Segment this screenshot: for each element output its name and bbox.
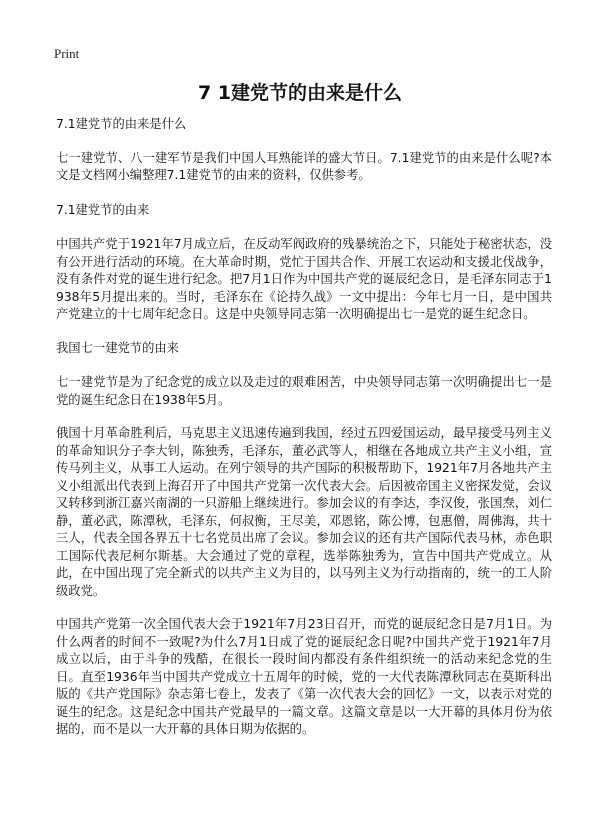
paragraph: 俄国十月革命胜利后，马克思主义迅速传遍到我国，经过五四爱国运动，最早接受马列主义的革命知识分子李大钊，陈独秀，毛泽东，董必武等人，相继在各地成立共产主义小组，宣传马列主义，从事工人运动。在列宁领导的共产国际的积极帮助下，1921年7月各地共产主义小组派出代表到上海召开了中国共产党第一次代表大会。后因被帝国主义密探发觉，会议又转移到浙江嘉兴南湖的一只游船上继续进行。参加会议的有李达，李汉俊，张国焘，刘仁静，董必武，陈潭秋，毛泽东，何叔衡，王尽美，邓恩铭，陈公博，包惠僧，周佛海，共十三人，代表全国各界五十七名党员出席了会议。参加会议的还有共产国际代表马林，赤色职工国际代表尼柯尔斯基。大会通过了党的章程，选举陈独秀为，宣告中国共产党成立。从此，在中国出现了完全新式的以共产主义为目的，以马列主义为行动指南的，统一的工人阶级政党。 <box>56 426 552 598</box>
paragraph: 七一建党节是为了纪念党的成立以及走过的艰难困苦，中央领导同志第一次明确提出七一是党的诞生纪念日在1938年5月。 <box>56 375 552 407</box>
print-label[interactable]: Print <box>54 46 80 61</box>
section-heading: 7.1建党节的由来 <box>56 202 150 217</box>
paragraph: 中国共产党于1921年7月成立后，在反动军阀政府的残暴统治之下，只能处于秘密状态，没有公开进行活动的环境。在大革命时期，党忙于国共合作、开展工农运动和支援北伐战争，没有条件对党的诞生进行纪念。把7月1日作为中国共产党的诞辰纪念日，是毛泽东同志于1938年5月提出来的。当时，毛泽东在《论持久战》一文中提出：今年七月一日，是中国共产党建立的十七周年纪念日。这是中央领导同志第一次明确提出七一是党的诞生纪念日。 <box>56 237 552 321</box>
section-heading: 我国七一建党节的由来 <box>56 340 179 355</box>
article-body <box>56 116 552 739</box>
page-title: 7 1建党节的由来是什么 <box>197 82 403 104</box>
paragraph: 七一建党节、八一建军节是我们中国人耳熟能详的盛大节日。7.1建党节的由来是什么呢?本文是文档网小编整理7.1建党节的由来的资料，仅供参考。 <box>56 150 552 182</box>
paragraph: 中国共产党第一次全国代表大会于1921年7月23日召开，而党的诞辰纪念日是7月1日。为什么两者的时间不一致呢?为什么7月1日成了党的诞辰纪念日呢?中国共产党于1921年7月成立以后，由于斗争的残酷，在很长一段时间内都没有条件组织统一的活动来纪念党的生日。直至1936年当中国共产党成立十五周年的时候，党的一大代表陈潭秋同志在莫斯科出版的《共产党国际》杂志第七卷上，发表了《第一次代表大会的回忆》一文，以表示对党的诞生的纪念。这是纪念中国共产党最早的一篇文章。这篇文章是以一大开幕的具体月份为依据的，而不是以一大开幕的具体日期为依据的。 <box>56 617 552 736</box>
section-heading: 7.1建党节的由来是什么 <box>56 117 187 131</box>
